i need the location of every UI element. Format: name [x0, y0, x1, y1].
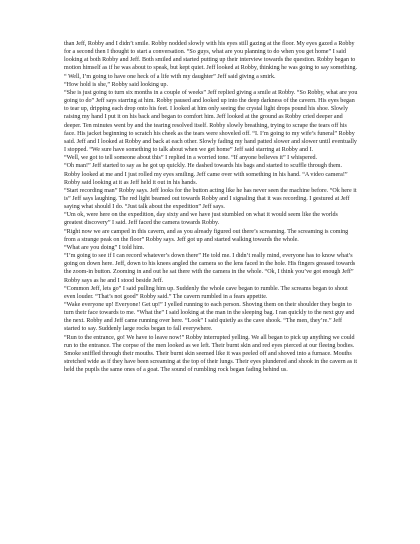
- paragraph: “Wake everyone up! Everyone! Get up!” I yelled running to each person. Shoving them on their shoulder they begin to turn their face towards to me. “What the” I said looking at the man in the sleeping bag. I ran quickly to the next guy and the next. Robby and Jeff came running over here. “Look” I said quietly as the cave shook. “The men, they’re.” Jeff started to say. Suddenly large rocks began to fall everywhere.: [64, 302, 355, 333]
- story-text: [64, 40, 358, 374]
- paragraph: “Um ok, were here on the expedition, day sixty and we have just stumbled on what it would seem like the worlds greatest discovery” I said. Jeff faced the camera towards Robby.: [64, 212, 338, 227]
- paragraph: “How hold is she,” Robby said looking up.: [64, 81, 168, 88]
- paragraph: “Well, we got to tell someone about this” I replied in a worried tone. “If anyone believes it” I whispered.: [64, 155, 318, 162]
- paragraph: “What are you doing” I told him.: [64, 244, 145, 251]
- paragraph: “Right now we are camped in this cavern, and as you already figured out there’s screaming. The screaming is coming from a strange peak on the floor” Robby says. Jeff got up and started walking towards the whole.: [64, 228, 349, 243]
- paragraph: “Start recording man” Robby says. Jeff looks for the button acting like he has never seen the machine before. “Ok here it is” Jeff says laughing. The red light beamed out towards Robby and I signaling that it was recording. I gestured at Jeff saying what should I do. “Just talk about the expedition” Jeff says.: [64, 187, 357, 211]
- paragraph: “ Well, I’m going to have one heck of a life with my daughter” Jeff said giving a smirk.: [64, 73, 276, 80]
- paragraph: “Run to the entrance, go! We have to leave now!” Robby interrupted yelling. We all began to pick up anything we could run to the entrance. The corpse of the men looked as we left. Their burnt skin and red eyes pierced at our fleeing bodies. Smoke sniffled through their mouths. Their burnt skin seemed like it was peeled off and shoved into a furnace. Mouths stretched wide as if they have been screaming at the top of their lungs. Their eyes plundered and shook in the cavern as it held the pupils the same ones of a goat. The sound of rumbling rock began fading behind us.: [64, 334, 358, 374]
- paragraph: “I’m going to see if I can record whatever’s down there” He told me. I didn’t really mind, everyone has to know what’s going on down here. Jeff, down to his knees angled the camera so the lens faced in the hole. His fingers greased towards the zoom-in button. Zooming in and out he sat there with the camera in the whole. “Ok, I think you’ve got enough Jeff” Robby says as he and I stood beside Jeff.: [64, 253, 356, 284]
- paragraph: “Oh man!” Jeff started to say as he got up quickly. He dashed towards his bags and started to scuffle through them. Robby looked at me and I just rolled my eyes smiling. Jeff came over with something in his hand. “A video camera!” Robby said looking at it as Jeff held it out in his hands.: [64, 163, 348, 186]
- paragraph: “Common Jeff, lets go” I said pulling him up. Suddenly the whole cave began to rumble. The screams began to shout even louder. “That’s not good” Robby said.” The cavern rumbled in a fears appetite.: [64, 285, 348, 300]
- paragraph: “She is just going to turn six months in a couple of weeks” Jeff replied giving a smile at Robby. “So Robby, what are you going to do” Jeff says starring at him. Robby paused and looked up into the deep darkness of the cavern. His eyes began to tear up, dripping each drop onto his feet. I looked at him only seeing the crystal light drops pound his shoe. Slowly raising my hand I put it on his back and began to comfort him. Jeff looked at the ground as Robby cried deeper and deeper. Ten minutes went by and the tearing resolved itself. Robby slowly breathing, trying to scrape the tears off his face. His jacket beginning to scratch his cheek as the tears were shoveled off. “I. I’m going to my wife’s funeral” Robby said. Jeff and I looked at Robby and back at each other. Slowly fading my hand patted slower and slower until eventually I stopped. “We sure have something to talk about when we get home” Jeff said starring at Robby and I.: [64, 89, 358, 154]
- paragraph: than Jeff, Robby and I didn’t smile. Robby nodded slowly with his eyes still gazing at the floor. My eyes gazed a Robby for a second then I thought to start a conversation. “So guys, what are you planning to do when you get home” I said looking at both Robby and Jeff. Both smiled and started putting up their interview towards the question. Robby began to motion himself as if he was about to speak, but kept quiet. Jeff looked at Robby, thinking he was going to say something.: [64, 41, 358, 72]
